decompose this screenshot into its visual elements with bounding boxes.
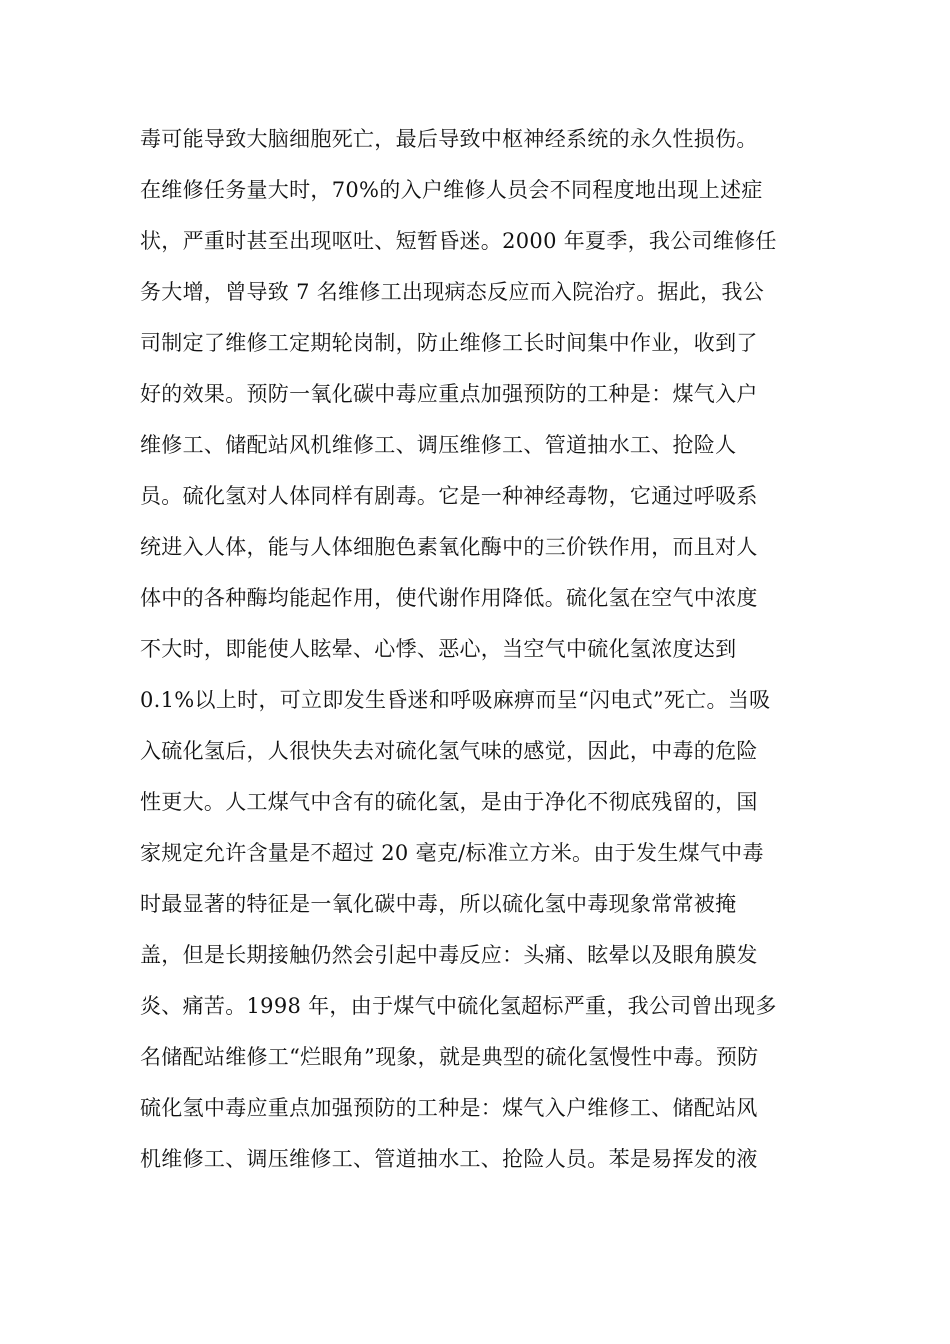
text-line: 名储配站维修工“烂眼角”现象，就是典型的硫化氢慢性中毒。预防 — [140, 1045, 759, 1069]
text-line: 时最显著的特征是一氧化碳中毒，所以硫化氢中毒现象常常被掩 — [140, 892, 737, 916]
text-line: 硫化氢中毒应重点加强预防的工种是：煤气入户维修工、储配站风 — [140, 1096, 758, 1120]
text-line: 盖，但是长期接触仍然会引起中毒反应：头痛、眩晕以及眼角膜发 — [140, 943, 758, 967]
text-line: 不大时，即能使人眩晕、心悸、恶心，当空气中硫化氢浓度达到 — [140, 637, 737, 661]
text-line: 炎、痛苦。1998 年，由于煤气中硫化氢超标严重，我公司曾出现多 — [140, 994, 777, 1018]
text-line: 统进入人体，能与人体细胞色素氧化酶中的三价铁作用，而且对人 — [140, 535, 758, 559]
text-line: 性更大。人工煤气中含有的硫化氢，是由于净化不彻底残留的，国 — [140, 790, 758, 814]
text-line: 毒可能导致大脑细胞死亡，最后导致中枢神经系统的永久性损伤。 — [140, 127, 758, 151]
text-line: 维修工、储配站风机维修工、调压维修工、管道抽水工、抢险人 — [140, 433, 737, 457]
text-line: 入硫化氢后，人很快失去对硫化氢气味的感觉，因此，中毒的危险 — [140, 739, 758, 763]
text-line: 机维修工、调压维修工、管道抽水工、抢险人员。苯是易挥发的液 — [140, 1147, 758, 1171]
text-line: 状，严重时甚至出现呕吐、短暂昏迷。2000 年夏季，我公司维修任 — [140, 229, 777, 253]
body-text — [140, 114, 820, 1185]
text-line: 好的效果。预防一氧化碳中毒应重点加强预防的工种是：煤气入户 — [140, 382, 758, 406]
text-line: 员。硫化氢对人体同样有剧毒。它是一种神经毒物，它通过呼吸系 — [140, 484, 758, 508]
text-line: 在维修任务量大时，70%的入户维修人员会不同程度地出现上述症 — [140, 178, 763, 202]
text-line: 司制定了维修工定期轮岗制，防止维修工长时间集中作业，收到了 — [140, 331, 758, 355]
text-line: 家规定允许含量是不超过 20 毫克/标准立方米。由于发生煤气中毒 — [140, 841, 764, 865]
text-line: 0.1%以上时，可立即发生昏迷和呼吸麻痹而呈“闪电式”死亡。当吸 — [140, 688, 771, 712]
text-line: 务大增，曾导致 7 名维修工出现病态反应而入院治疗。据此，我公 — [140, 280, 765, 304]
text-line: 体中的各种酶均能起作用，使代谢作用降低。硫化氢在空气中浓度 — [140, 586, 758, 610]
